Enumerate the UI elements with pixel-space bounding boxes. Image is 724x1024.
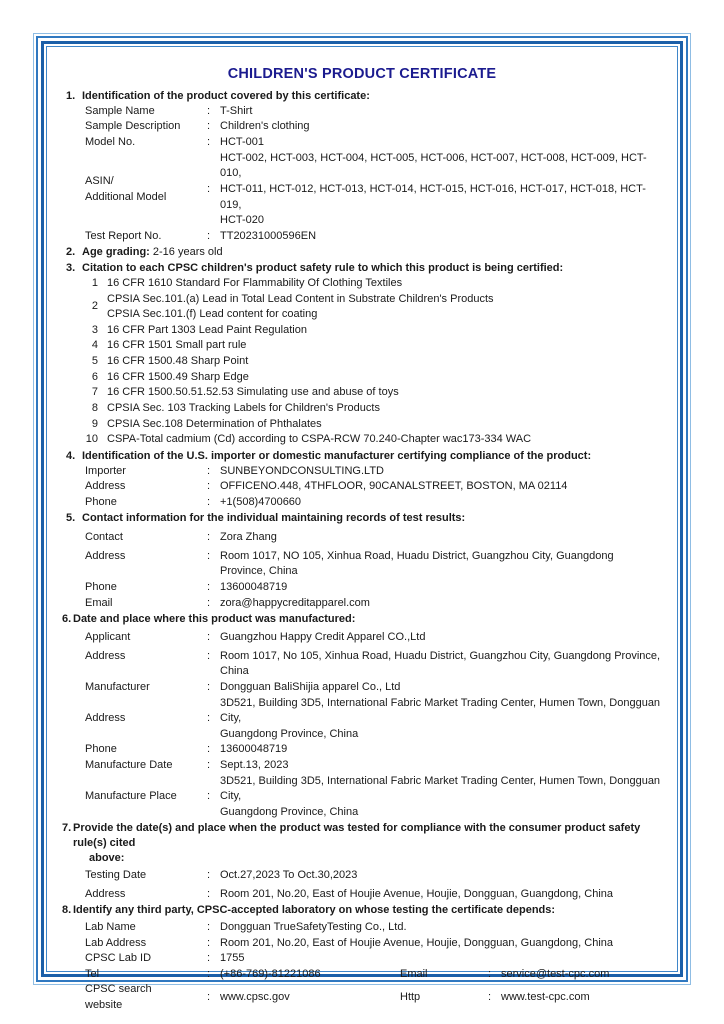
age-grading-label: Age grading: <box>82 246 150 259</box>
field-value: 1755 <box>220 952 245 965</box>
field-value-line-3: HCT-020 <box>220 214 265 227</box>
citation-item <box>62 276 662 292</box>
field-label: Model No. <box>85 136 136 149</box>
citation-number: 5 <box>91 355 98 368</box>
field-value-line-1: HCT-002, HCT-003, HCT-004, HCT-005, HCT-006, HCT-007, HCT-008, HCT-009, HCT-010, <box>220 151 647 180</box>
field-colon-secondary: : <box>488 991 492 1004</box>
section-4-heading-text: Identification of the U.S. importer or domestic manufacturer certifying compliance of the product: <box>82 449 592 462</box>
section-8-number: 8. <box>62 904 72 917</box>
section-8-heading-text: Identify any third party, CPSC-accepted laboratory on whose testing the certificate depends: <box>73 904 556 917</box>
field-colon: : <box>207 921 211 934</box>
field-value-line-2: HCT-011, HCT-012, HCT-013, HCT-014, HCT-015, HCT-016, HCT-017, HCT-018, HCT-019, <box>220 182 646 211</box>
citation-number: 2 <box>91 300 98 313</box>
field-colon: : <box>207 495 211 508</box>
field-label: Address <box>85 649 126 662</box>
field-value-line-2: Guangdong Province, China <box>220 805 359 818</box>
field-label: Phone <box>85 495 117 508</box>
field-value: Zora Zhang <box>220 531 277 544</box>
field-value-line-1: 3D521, Building 3D5, International Fabric Market Trading Center, Humen Town, Dongguan City, <box>220 696 661 725</box>
field-value: Oct.27,2023 To Oct.30,2023 <box>220 868 358 881</box>
field-manufacturer-phone <box>62 742 662 758</box>
section-6-number: 6. <box>62 613 72 626</box>
citation-item <box>62 354 662 370</box>
field-value: Room 1017, NO 105, Xinhua Road, Huadu District, Guangzhou City, Guangdong Province, China <box>220 549 614 578</box>
section-6-heading <box>62 612 662 627</box>
field-label: CPSC Lab ID <box>85 952 152 965</box>
field-cpsc-search-website <box>62 982 662 1013</box>
field-applicant-address <box>62 646 662 680</box>
section-7-number: 7. <box>62 822 72 835</box>
field-importer-phone <box>62 495 662 511</box>
citation-number: 3 <box>91 323 98 336</box>
field-cpsc-lab-id <box>62 951 662 967</box>
citation-item <box>62 370 662 386</box>
section-1-heading <box>62 89 662 104</box>
field-value <box>220 774 662 821</box>
field-label: Address <box>85 549 126 562</box>
field-contact-phone <box>62 580 662 596</box>
citation-text: CPSIA Sec. 103 Tracking Labels for Children's Products <box>107 401 380 414</box>
field-value: TT20231000596EN <box>220 229 317 242</box>
field-importer-address <box>62 479 662 495</box>
field-label-secondary: Email <box>400 967 428 980</box>
field-colon: : <box>207 649 211 662</box>
field-value: Guangzhou Happy Credit Apparel CO.,Ltd <box>220 631 426 644</box>
citation-number: 1 <box>91 277 98 290</box>
field-label: Address <box>85 712 126 725</box>
citation-text: 16 CFR Part 1303 Lead Paint Regulation <box>107 323 307 336</box>
field-manufacturer-address <box>62 696 662 743</box>
field-label: Address <box>85 480 126 493</box>
citation-text: CSPA-Total cadmium (Cd) according to CSPA-RCW 70.240-Chapter wac173-334 WAC <box>107 433 532 446</box>
field-label: Lab Address <box>85 936 147 949</box>
field-label: Test Report No. <box>85 229 162 242</box>
citation-number: 4 <box>91 339 98 352</box>
field-value: Dongguan BaliShijia apparel Co., Ltd <box>220 680 401 693</box>
page-title: CHILDREN'S PRODUCT CERTIFICATE <box>227 66 497 82</box>
field-label <box>85 982 207 1013</box>
section-7-heading-text <box>73 821 662 866</box>
section-5-heading-text: Contact information for the individual maintaining records of test results: <box>82 512 466 525</box>
section-7-heading <box>62 821 662 866</box>
field-value: +1(508)4700660 <box>220 495 302 508</box>
field-colon: : <box>207 631 211 644</box>
field-label: Lab Name <box>85 921 136 934</box>
citation-item <box>62 385 662 401</box>
section-2-number: 2. <box>66 246 76 259</box>
field-colon: : <box>207 464 211 477</box>
citation-text: 16 CFR 1500.50.51.52.53 Simulating use and abuse of toys <box>107 386 399 399</box>
field-value: zora@happycreditapparel.com <box>220 596 370 609</box>
section-8-heading <box>62 903 662 918</box>
field-label-line-2: website <box>85 999 123 1012</box>
section-3-heading-text: Citation to each CPSC children's product safety rule to which this product is being certified: <box>82 262 564 275</box>
citation-text: 16 CFR 1500.49 Sharp Edge <box>107 370 249 383</box>
field-label: Tel <box>85 967 100 980</box>
field-value: Sept.13, 2023 <box>220 759 289 771</box>
field-colon: : <box>207 991 211 1004</box>
section-5-number: 5. <box>66 512 76 525</box>
field-value: Room 201, No.20, East of Houjie Avenue, Houjie, Dongguan, Guangdong, China <box>220 936 614 949</box>
citation-text-line-1: CPSIA Sec.101.(a) Lead in Total Lead Content in Substrate Children's Products <box>107 292 494 305</box>
field-label: Testing Date <box>85 868 147 881</box>
field-colon: : <box>207 868 211 881</box>
field-label: Contact <box>85 531 123 544</box>
age-grading-value: 2-16 years old <box>149 246 223 259</box>
field-label <box>85 174 207 205</box>
field-importer <box>62 464 662 480</box>
field-colon: : <box>207 952 211 965</box>
field-contact-email <box>62 596 662 612</box>
field-value: Dongguan TrueSafetyTesting Co., Ltd. <box>220 921 407 934</box>
citation-number: 9 <box>91 417 98 430</box>
field-asin-additional-model <box>62 151 662 229</box>
section-7-heading-line-1: Provide the date(s) and place when the product was tested for compliance with the consumer product safety rule(s) cited <box>73 822 641 850</box>
field-colon: : <box>207 936 211 949</box>
field-value <box>220 151 662 229</box>
field-colon: : <box>207 887 211 900</box>
field-colon: : <box>207 104 211 117</box>
section-1-number: 1. <box>66 90 76 102</box>
field-value-line-1: 3D521, Building 3D5, International Fabric Market Trading Center, Humen Town, Dongguan City, <box>220 774 661 803</box>
field-label: Sample Name <box>85 104 155 117</box>
field-manufacturer <box>62 680 662 696</box>
field-value: 13600048719 <box>220 581 288 594</box>
citation-text: CPSIA Sec.108 Determination of Phthalates <box>107 417 322 430</box>
field-value: SUNBEYONDCONSULTING.LTD <box>220 464 385 477</box>
field-lab-name <box>62 918 662 936</box>
field-applicant <box>62 627 662 646</box>
field-value: Children's clothing <box>220 120 310 133</box>
field-colon-secondary: : <box>488 967 492 980</box>
field-label: Manufacture Place <box>85 790 177 803</box>
citation-item <box>62 417 662 433</box>
field-colon: : <box>207 581 211 594</box>
field-label: Manufacture Date <box>85 759 173 771</box>
field-value: T-Shirt <box>220 104 253 117</box>
field-contact-address <box>62 546 662 580</box>
field-label: Applicant <box>85 631 131 644</box>
field-value <box>220 696 662 743</box>
field-value: Room 201, No.20, East of Houjie Avenue, Houjie, Dongguan, Guangdong, China <box>220 887 614 900</box>
field-colon: : <box>207 229 211 242</box>
field-colon: : <box>207 480 211 493</box>
field-colon: : <box>207 680 211 693</box>
field-label: Manufacturer <box>85 680 150 693</box>
field-value: (+86-769)-81221086 <box>220 967 321 980</box>
citation-item <box>62 323 662 339</box>
field-colon: : <box>207 182 211 195</box>
citation-text-line-2: CPSIA Sec.101.(f) Lead content for coating <box>107 308 318 321</box>
field-value-secondary: service@test-cpc.com <box>501 967 610 980</box>
field-value-secondary: www.test-cpc.com <box>501 991 590 1004</box>
field-label-line-1: CPSC search <box>85 983 152 996</box>
section-2-heading <box>62 245 662 260</box>
field-manufacture-place <box>62 774 662 821</box>
field-colon: : <box>207 136 211 149</box>
certificate-document <box>50 52 674 1012</box>
field-label-secondary: Http <box>400 991 421 1004</box>
citation-text <box>107 292 662 323</box>
citation-text: 16 CFR 1610 Standard For Flammability Of Clothing Textiles <box>107 277 403 290</box>
field-lab-address <box>62 936 662 952</box>
field-label: Importer <box>85 464 126 477</box>
citation-item <box>62 338 662 354</box>
field-colon: : <box>207 712 211 725</box>
field-label-line-2: Additional Model <box>85 190 167 203</box>
section-5-heading <box>62 511 662 526</box>
field-label: Phone <box>85 743 117 756</box>
citation-item <box>62 432 662 448</box>
field-model-no <box>62 135 662 151</box>
citation-number: 7 <box>91 386 98 399</box>
field-testing-date <box>62 866 662 884</box>
field-value: www.cpsc.gov <box>220 991 290 1004</box>
section-4-number: 4. <box>66 449 76 462</box>
field-label: Email <box>85 596 113 609</box>
field-colon: : <box>207 743 211 756</box>
field-colon: : <box>207 549 211 562</box>
field-value-line-2: Guangdong Province, China <box>220 727 359 740</box>
citation-number: 8 <box>91 401 98 414</box>
section-2-heading-text <box>82 245 662 260</box>
field-colon: : <box>207 967 211 980</box>
section-4-heading <box>62 449 662 464</box>
field-value: OFFICENO.448, 4THFLOOR, 90CANALSTREET, BOSTON, MA 02114 <box>220 480 568 493</box>
section-7-heading-line-2: above: <box>89 852 125 865</box>
field-colon: : <box>207 759 211 771</box>
field-label: Phone <box>85 581 117 594</box>
field-colon: : <box>207 531 211 544</box>
citation-item <box>62 401 662 417</box>
section-3-number: 3. <box>66 262 76 275</box>
citation-item <box>62 292 662 323</box>
field-colon: : <box>207 790 211 803</box>
field-value: Room 1017, No 105, Xinhua Road, Huadu District, Guangzhou City, Guangdong Province, China <box>220 649 661 678</box>
citation-text: 16 CFR 1500.48 Sharp Point <box>107 355 249 368</box>
field-manufacture-date <box>62 758 662 774</box>
field-sample-name <box>62 104 662 120</box>
field-contact <box>62 526 662 546</box>
field-label: Sample Description <box>85 120 181 133</box>
section-1-heading-text: Identification of the product covered by this certificate: <box>82 90 370 102</box>
field-label: Address <box>85 887 126 900</box>
section-3-heading <box>62 261 662 276</box>
field-sample-description <box>62 119 662 135</box>
citation-number: 10 <box>85 433 98 446</box>
field-value: 13600048719 <box>220 743 288 756</box>
field-test-report-no <box>62 229 662 245</box>
field-colon: : <box>207 596 211 609</box>
citation-number: 6 <box>91 370 98 383</box>
field-value: HCT-001 <box>220 136 265 149</box>
field-testing-address <box>62 884 662 903</box>
field-label-line-1: ASIN/ <box>85 175 114 188</box>
field-lab-tel-email <box>62 967 662 983</box>
field-colon: : <box>207 120 211 133</box>
section-6-heading-text: Date and place where this product was manufactured: <box>73 613 356 626</box>
citation-text: 16 CFR 1501 Small part rule <box>107 339 247 352</box>
